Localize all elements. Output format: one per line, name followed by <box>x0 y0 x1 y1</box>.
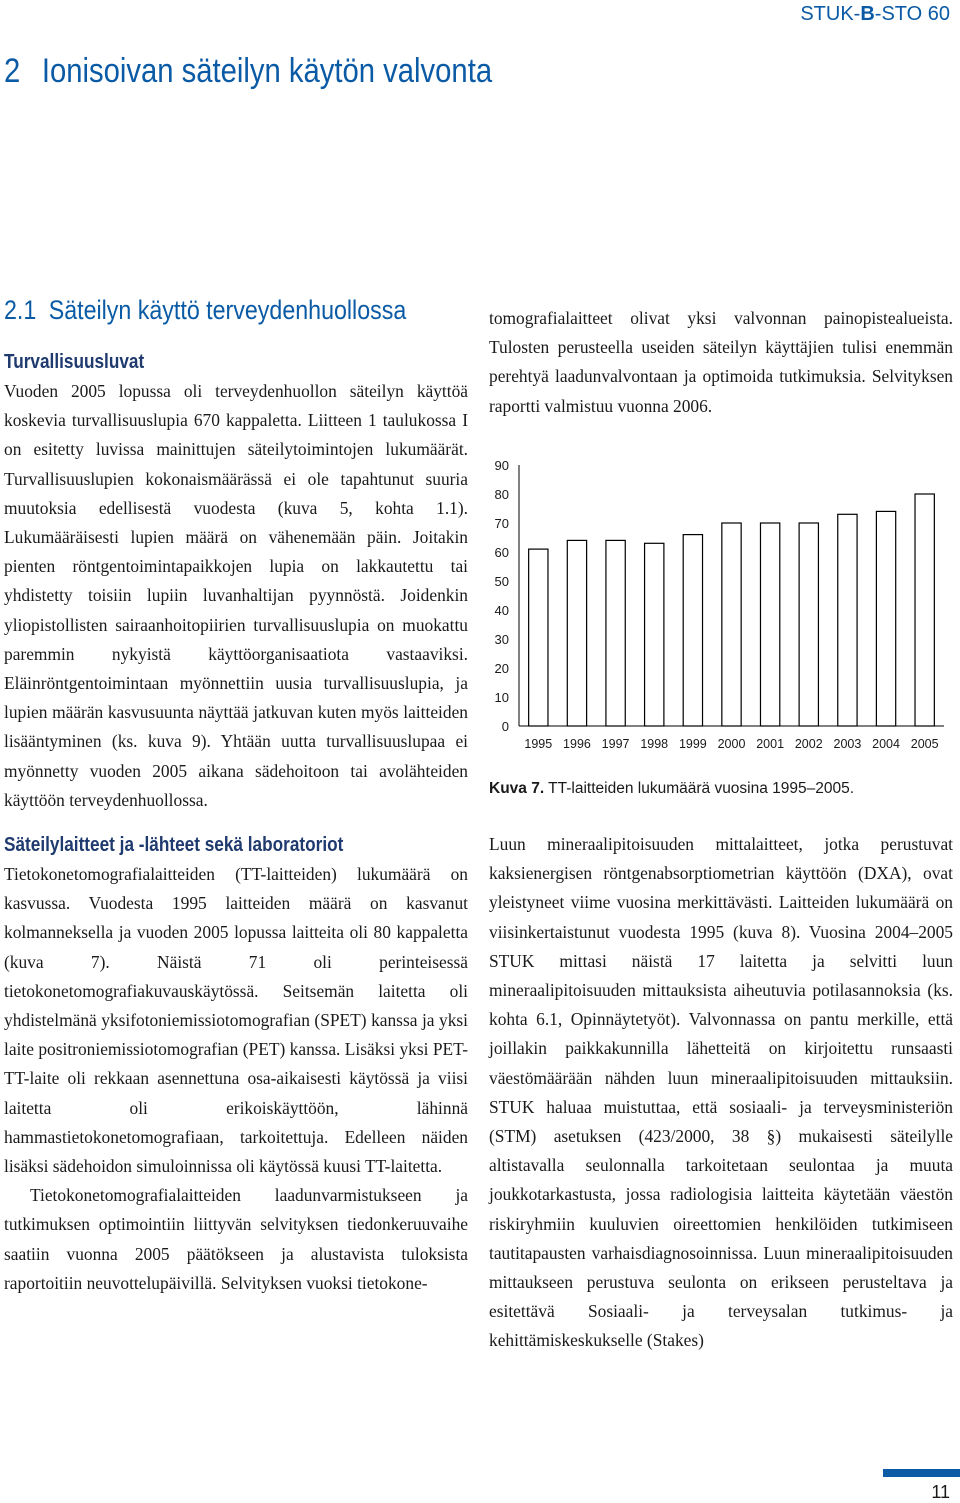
y-tick-label: 10 <box>494 690 509 705</box>
y-tick-label: 20 <box>494 661 509 676</box>
bar <box>567 540 586 726</box>
left-column <box>4 290 468 1298</box>
bar <box>760 523 779 726</box>
bar <box>606 540 625 726</box>
chapter-title <box>4 52 492 91</box>
bar <box>799 523 818 726</box>
right-column-top <box>489 304 953 421</box>
paragraph-dxa: Luun mineraalipitoisuuden mittalaitteet, jotka perustuvat kaksienergisen röntgenabsorptiometrian käyttöön (DXA), ovat yleistyneet viime vuosina merkittävästi. Laitteiden lukumäärä on viisinkertaistunut vuodesta 1995 (kuva 8). Vuosina 2004–2005 STUK mittasi näistä 17 laitetta ja selvitti luun mineraalipitoisuuden mittauksista aiheutuvia potilasannoksia (ks. kohta 6.1, Opinnäytetyöt). Valvonnassa on pantu merkille, että joillakin paikkakunnilla lähetteitä on kirjoitettu runsaasti väestömäärään nähden luun mineraalipitoisuuden mittauksiin. STUK haluaa muistuttaa, että sosiaali- ja terveysministeriön (STM) asetuksen (423/2000, 38 §) mukaisesti säteilylle altistavalla seulonnalla tarkoitetaan seulontaa ja muuta joukkotarkastusta, jossa radiologisia laitteita käytetään väestön riskiryhmiin kuuluvien oireettomien henkilöiden tutkimiseen tautitapausten varhaisdiagnosoinnissa. Luun mineraalipitoisuuden mittaukseen perustuva seulonta on erikseen perusteltava ja esitettävä Sosiaali- ja terveysalan tutkimus- ja kehittämiskeskukselle (Stakes) <box>489 834 953 1351</box>
section-number: 2.1 <box>4 295 37 325</box>
x-tick-label: 1999 <box>678 737 707 751</box>
figure-label: Kuva 7. <box>489 780 545 797</box>
bar <box>683 535 702 726</box>
bar <box>645 543 664 726</box>
figure-caption <box>489 780 854 798</box>
right-column-bottom <box>489 830 953 1356</box>
x-tick-label: 2002 <box>794 737 823 751</box>
y-tick-label: 50 <box>494 574 509 589</box>
paragraph-ct-quality: Tietokonetomografialaitteiden laadunvarmistukseen ja tutkimuksen optimointiin liittyvän selvityksen tiedonkeruuvaihe saatiin vuonna 2005 päätökseen ja alustavista tuloksista raportoitiin neuvottelupäivillä. Selvityksen vuoksi tietokone- <box>4 1185 468 1293</box>
bar <box>529 549 548 726</box>
chart-svg <box>489 452 957 752</box>
page-number: 11 <box>931 1482 950 1502</box>
y-tick-label: 90 <box>494 458 509 473</box>
chapter-number: 2 <box>4 52 21 90</box>
y-tick-label: 70 <box>494 516 509 531</box>
x-tick-label: 1995 <box>524 737 553 751</box>
chapter-title-text: Ionisoivan säteilyn käytön valvonta <box>41 52 493 90</box>
x-tick-label: 2000 <box>717 737 746 751</box>
section-title <box>4 290 407 330</box>
y-tick-label: 30 <box>494 632 509 647</box>
figure-caption-text: TT-laitteiden lukumäärä vuosina 1995–2005. <box>548 780 855 797</box>
y-tick-label: 60 <box>494 545 509 560</box>
subsection-title-equipment: Säteilylaitteet ja -lähteet sekä laboratoriot <box>4 834 344 857</box>
report-series-header <box>800 3 950 26</box>
section-title-text: Säteilyn käyttö terveydenhuollossa <box>48 295 407 325</box>
y-tick-label: 0 <box>501 719 509 734</box>
footer-rule <box>883 1469 960 1477</box>
bar <box>915 494 934 726</box>
x-tick-label: 2005 <box>910 737 939 751</box>
subsection-title-licences: Turvallisuusluvat <box>4 351 145 373</box>
x-tick-label: 2003 <box>833 737 862 751</box>
x-tick-label: 2001 <box>756 737 785 751</box>
paragraph-licences: Vuoden 2005 lopussa oli terveydenhuollon säteilyn käyttöä koskevia turvallisuuslupia 670 kappaletta. Liitteen 1 taulukossa I on esitetty luvissa mainittujen säteilytoimintojen lukumäärät. Turvallisuuslupien kokonaismäärässä ei ole tapahtunut suuria muutoksia edellisestä vuodesta (kuva 5, kohta 1.1). Lukumääräisesti lupien määrä on vähenemään päin. Joitakin pienten röntgentoimintapaikkojen lupia on lakkautettu tai yhdistetty toisiin lupiin luvanhaltijan pyynnöstä. Joidenkin yliopistollisten sairaanhoitopiirien turvallisuuslupia on muokattu paremmin nykyistä käyttöorganisaatiota vastaaviksi. Eläinröntgentoimintaan myönnettiin uusia turvallisuuslupia, ja lupien määrän kasvusuunta näyttää jatkuvan kuten myös laitteiden lisääntyminen (ks. kuva 9). Yhtään uutta turvallisuuslupaa ei myönnetty vuoden 2005 aikana sädehoitoon tai avolähteiden käyttöön terveydenhuollossa. <box>4 381 468 810</box>
series-bold: B <box>860 3 875 25</box>
series-prefix: STUK- <box>800 3 861 25</box>
x-tick-label: 1996 <box>563 737 591 751</box>
bar <box>838 514 857 726</box>
x-tick-label: 2004 <box>872 737 900 751</box>
ct-devices-chart <box>489 452 957 772</box>
y-tick-label: 40 <box>494 603 509 618</box>
bar <box>722 523 741 726</box>
series-suffix: -STO 60 <box>874 3 950 25</box>
y-tick-label: 80 <box>494 487 509 502</box>
x-tick-label: 1997 <box>601 737 630 751</box>
bar <box>876 511 895 726</box>
x-tick-label: 1998 <box>640 737 669 751</box>
paragraph-ct-devices: Tietokonetomografialaitteiden (TT-laitteiden) lukumäärä on kasvussa. Vuodesta 1995 laitteiden määrä on kasvanut kolmanneksella ja vuoden 2005 lopussa laitteita oli 80 kappaletta (kuva 7). Näistä 71 oli perinteisessä tietokonetomografiakuvauskäytössä. Seitsemän laitetta oli yhdistelmänä yksifotoniemissiotomografian (SPET) kanssa ja yksi laite positroniemissiotomografian (PET) kanssa. Lisäksi yksi PET-TT-laite oli rekkaan asennettuna osa-aikaisesti käytössä ja viisi laitetta oli erikoiskäyttöön, lähinnä hammastietokonetomografiaan, tarkoitettuja. Edelleen näiden lisäksi sädehoidon simuloinnissa oli käytössä kuusi TT-laitetta. <box>4 864 468 1177</box>
paragraph-ct-quality-continued: tomografialaitteet olivat yksi valvonnan painopistealueista. Tulosten perusteella useiden säteilyn käyttäjien tulisi enemmän perehtyä laadunvalvontaan ja optimoida tutkimuksia. Selvityksen raportti valmistuu vuonna 2006. <box>489 308 953 416</box>
